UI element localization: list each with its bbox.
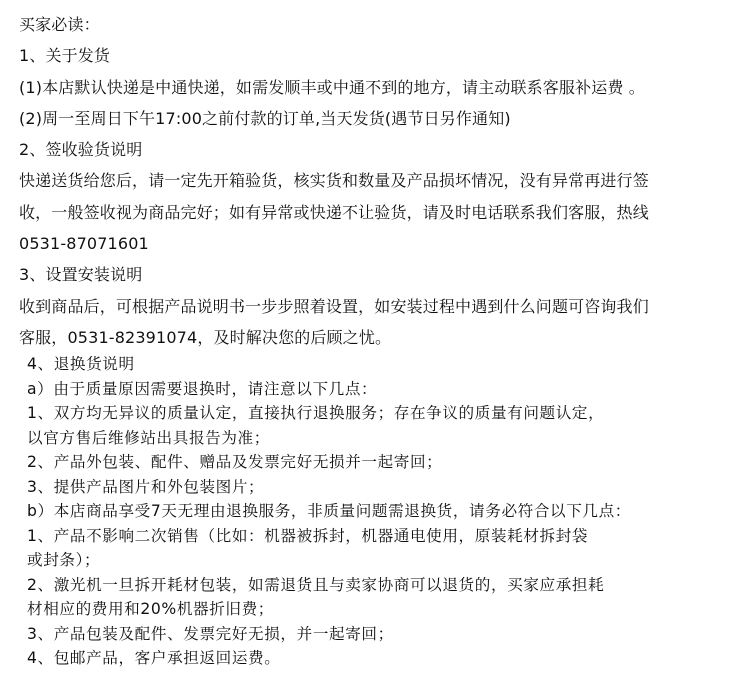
returns-no-reason-rule-1: 1、产品不影响二次销售（比如：机器被拆封，机器通电使用，原装耗材拆封袋 [27,526,589,545]
returns-no-reason-intro: b）本店商品享受7天无理由退换服务，非质量问题需退换货，请务必符合以下几点： [27,502,631,520]
returns-quality-rule-1-cont: 以官方售后维修站出具报告为准； [27,428,270,447]
receipt-heading: 2、签收验货说明 [19,140,143,160]
returns-quality-rule-2: 2、产品外包装、配件、赠品及发票完好无损并一起寄回； [27,453,443,471]
shipping-heading: 1、关于发货 [19,46,111,66]
installation-text-line-2: 客服，0531-82391074，及时解决您的后顾之忧。 [19,327,392,347]
returns-no-reason-rule-2: 2、激光机一旦拆开耗材包装，如需退货且与卖家协商可以退货的，买家应承担耗 [27,575,605,594]
returns-quality-intro: a）由于质量原因需要退换时，请注意以下几点： [27,379,378,398]
returns-section [27,352,747,671]
installation-heading: 3、设置安装说明 [19,265,143,285]
installation-text-line-1: 收到商品后，可根据产品说明书一步步照着设置，如安装过程中遇到什么问题可咨询我们 [19,296,649,316]
returns-quality-rule-3: 3、提供产品图片和外包装图片； [27,477,265,496]
returns-no-reason-rule-2-cont: 材相应的费用和20%机器折旧费； [27,600,274,618]
receipt-text-line-1: 快递送货给您后，请一定先开箱验货，核实货和数量及产品损坏情况，没有异常再进行签 [19,171,649,191]
receipt-text-line-2: 收，一般签收视为商品完好；如有异常或快递不让验货，请及时电话联系我们客服，热线 [19,202,649,222]
returns-heading: 4、退换货说明 [27,355,135,373]
notice-upper-section [19,9,744,353]
returns-no-reason-rule-1-cont: 或封条）； [27,551,101,569]
receipt-hotline: 0531-87071601 [19,234,149,254]
shipping-courier-line: (1)本店默认快递是中通快递，如需发顺丰或中通不到的地方，请主动联系客服补运费 。 [19,77,645,97]
returns-no-reason-rule-3: 3、产品包装及配件、发票完好无损，并一起寄回； [27,624,394,643]
notice-title: 买家必读： [19,15,100,34]
returns-no-reason-rule-4: 4、包邮产品，客户承担返回运费。 [27,649,281,667]
returns-quality-rule-1: 1、双方均无异议的质量认定，直接执行退换服务；存在争议的质量有问题认定， [27,404,605,422]
shipping-time-line: (2)周一至周日下午17:00之前付款的订单,当天发货(遇节日另作通知) [19,108,511,128]
